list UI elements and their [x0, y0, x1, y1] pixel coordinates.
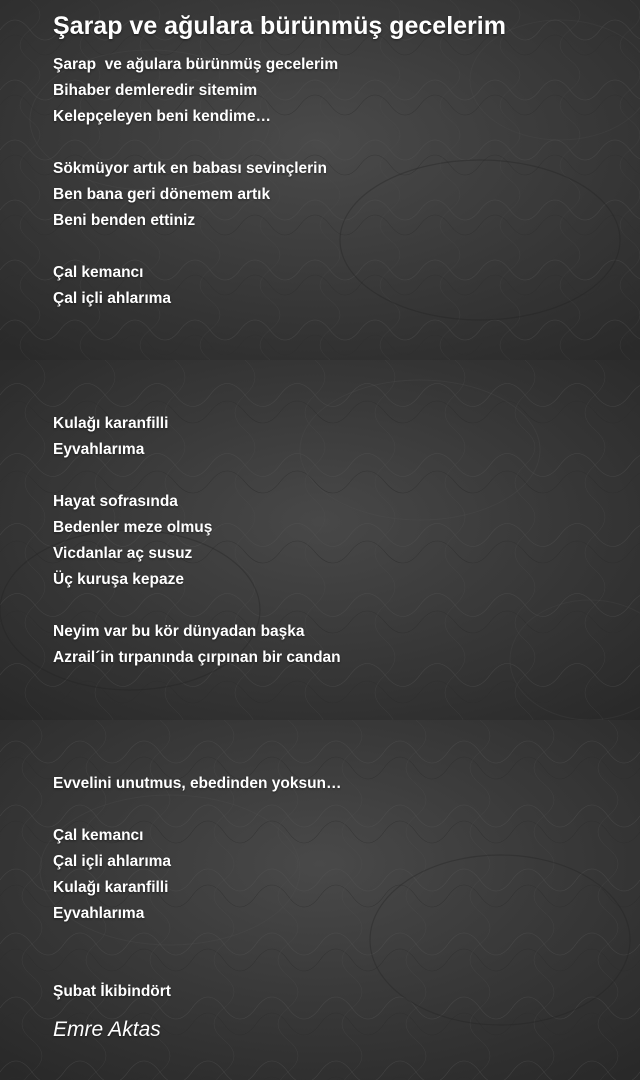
poem-stanza-group-2 — [53, 411, 341, 671]
poem-line — [53, 234, 338, 260]
poem-line: Kelepçeleyen beni kendime… — [53, 108, 271, 125]
poem-line: Kulağı karanfilli — [53, 415, 169, 432]
poem-line — [53, 130, 338, 156]
poem-panel-2 — [0, 360, 640, 720]
poem-title: Şarap ve ağulara bürünmüş gecelerim — [53, 12, 506, 40]
poem-line: Eyvahlarıma — [53, 441, 145, 458]
poem-line — [53, 463, 341, 489]
poem-line: Sökmüyor artık en babası sevinçlerin — [53, 160, 327, 177]
poem-line — [53, 797, 342, 823]
poem-line: Eyvahlarıma — [53, 905, 145, 922]
poem-stanza-group-1 — [53, 52, 338, 312]
poem-stanza-group-3 — [53, 771, 342, 1005]
poem-date: Şubat İkibindört — [53, 983, 171, 1000]
poem-line: Şarap ve ağulara bürünmüş gecelerim — [53, 56, 339, 73]
poem-line: Bihaber demleredir sitemim — [53, 82, 258, 99]
poem-line: Üç kuruşa kepaze — [53, 571, 184, 588]
poem-line: Ben bana geri dönemem artık — [53, 186, 271, 203]
poem-line: Hayat sofrasında — [53, 493, 178, 510]
poem-line: Çal kemancı — [53, 827, 144, 844]
poem-line — [53, 593, 341, 619]
poem-line — [53, 953, 342, 979]
poem-panel-1 — [0, 0, 640, 360]
poem-line: Beni benden ettiniz — [53, 212, 196, 229]
poem-author: Emre Aktas — [53, 1018, 161, 1041]
poem-line: Vicdanlar aç susuz — [53, 545, 193, 562]
poem-line: Evvelini unutmus, ebedinden yoksun… — [53, 775, 342, 792]
poem-line: Azrail´in tırpanında çırpınan bir candan — [53, 649, 341, 666]
poem-line: Çal kemancı — [53, 264, 144, 281]
poem-line: Kulağı karanfilli — [53, 879, 169, 896]
poem-line: Çal içli ahlarıma — [53, 290, 172, 307]
poem-line: Çal içli ahlarıma — [53, 853, 172, 870]
poem-line: Bedenler meze olmuş — [53, 519, 213, 536]
poem-line: Neyim var bu kör dünyadan başka — [53, 623, 305, 640]
poem-line — [53, 927, 342, 953]
